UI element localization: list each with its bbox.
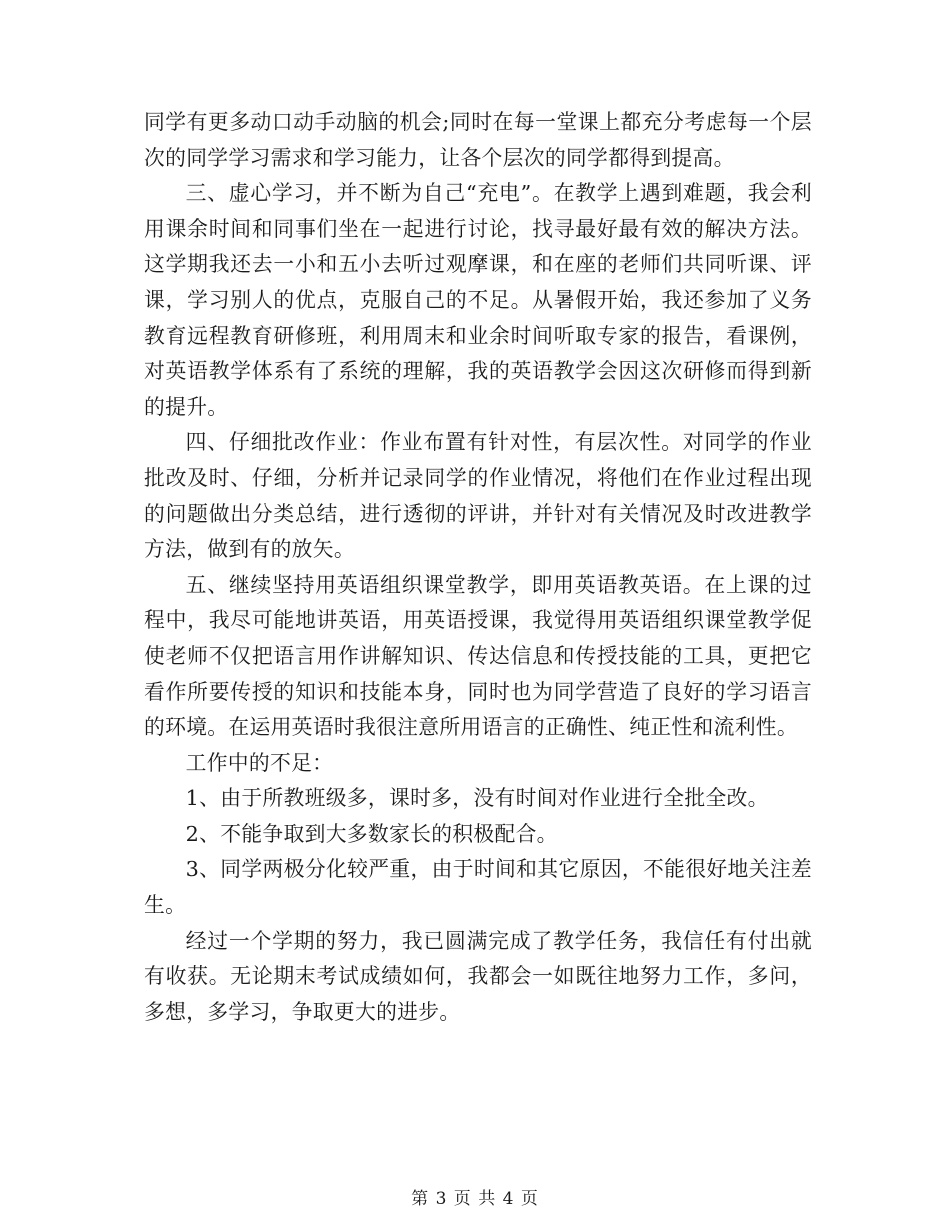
list-item-shortcoming-2: 2、不能争取到大多数家长的积极配合。 xyxy=(185,821,558,846)
paragraph-section-four: 四、仔细批改作业：作业布置有针对性，有层次性。对同学的作业批改及时、仔细，分析并记录同学的作业情况，将他们在作业过程出现的问题做出分类总结，进行透彻的评讲，并针对有关情况及时改进教学方法，做到有的放矢。 xyxy=(144,430,812,562)
paragraph-conclusion: 经过一个学期的努力，我已圆满完成了教学任务，我信任有付出就有收获。无论期末考试成绩如何，我都会一如既往地努力工作，多问，多想，多学习，争取更大的进步。 xyxy=(144,928,812,1024)
list-item-shortcoming-1: 1、由于所教班级多，课时多，没有时间对作业进行全批全改。 xyxy=(185,786,769,811)
paragraph-continuation: 同学有更多动口动手动脑的机会;同时在每一堂课上都充分考虑每一个层次的同学学习需求和学习能力，让各个层次的同学都得到提高。 xyxy=(144,110,812,170)
page-number-footer: 第 3 页 共 4 页 xyxy=(411,1189,539,1209)
paragraph-section-three: 三、虚心学习，并不断为自己“充电”。在教学上遇到难题，我会利用课余时间和同事们坐在一起进行讨论，找寻最好最有效的解决方法。这学期我还去一小和五小去听过观摩课，和在座的老师们共同听课、评课，学习别人的优点，克服自己的不足。从暑假开始，我还参加了义务教育远程教育研修班，利用周末和业余时间听取专家的报告，看课例，对英语教学体系有了系统的理解，我的英语教学会因这次研修而得到新的提升。 xyxy=(144,181,812,419)
paragraph-section-five: 五、继续坚持用英语组织课堂教学，即用英语教英语。在上课的过程中，我尽可能地讲英语，用英语授课，我觉得用英语组织课堂教学促使老师不仅把语言用作讲解知识、传达信息和传授技能的工具，更把它看作所要传授的知识和技能本身，同时也为同学营造了良好的学习语言的环境。在运用英语时我很注意所用语言的正确性、纯正性和流利性。 xyxy=(144,572,812,740)
list-item-shortcoming-3: 3、同学两极分化较严重，由于时间和其它原因，不能很好地关注差生。 xyxy=(144,857,812,918)
document-body xyxy=(144,105,812,1030)
paragraph-shortcomings-heading: 工作中的不足： xyxy=(185,750,334,775)
